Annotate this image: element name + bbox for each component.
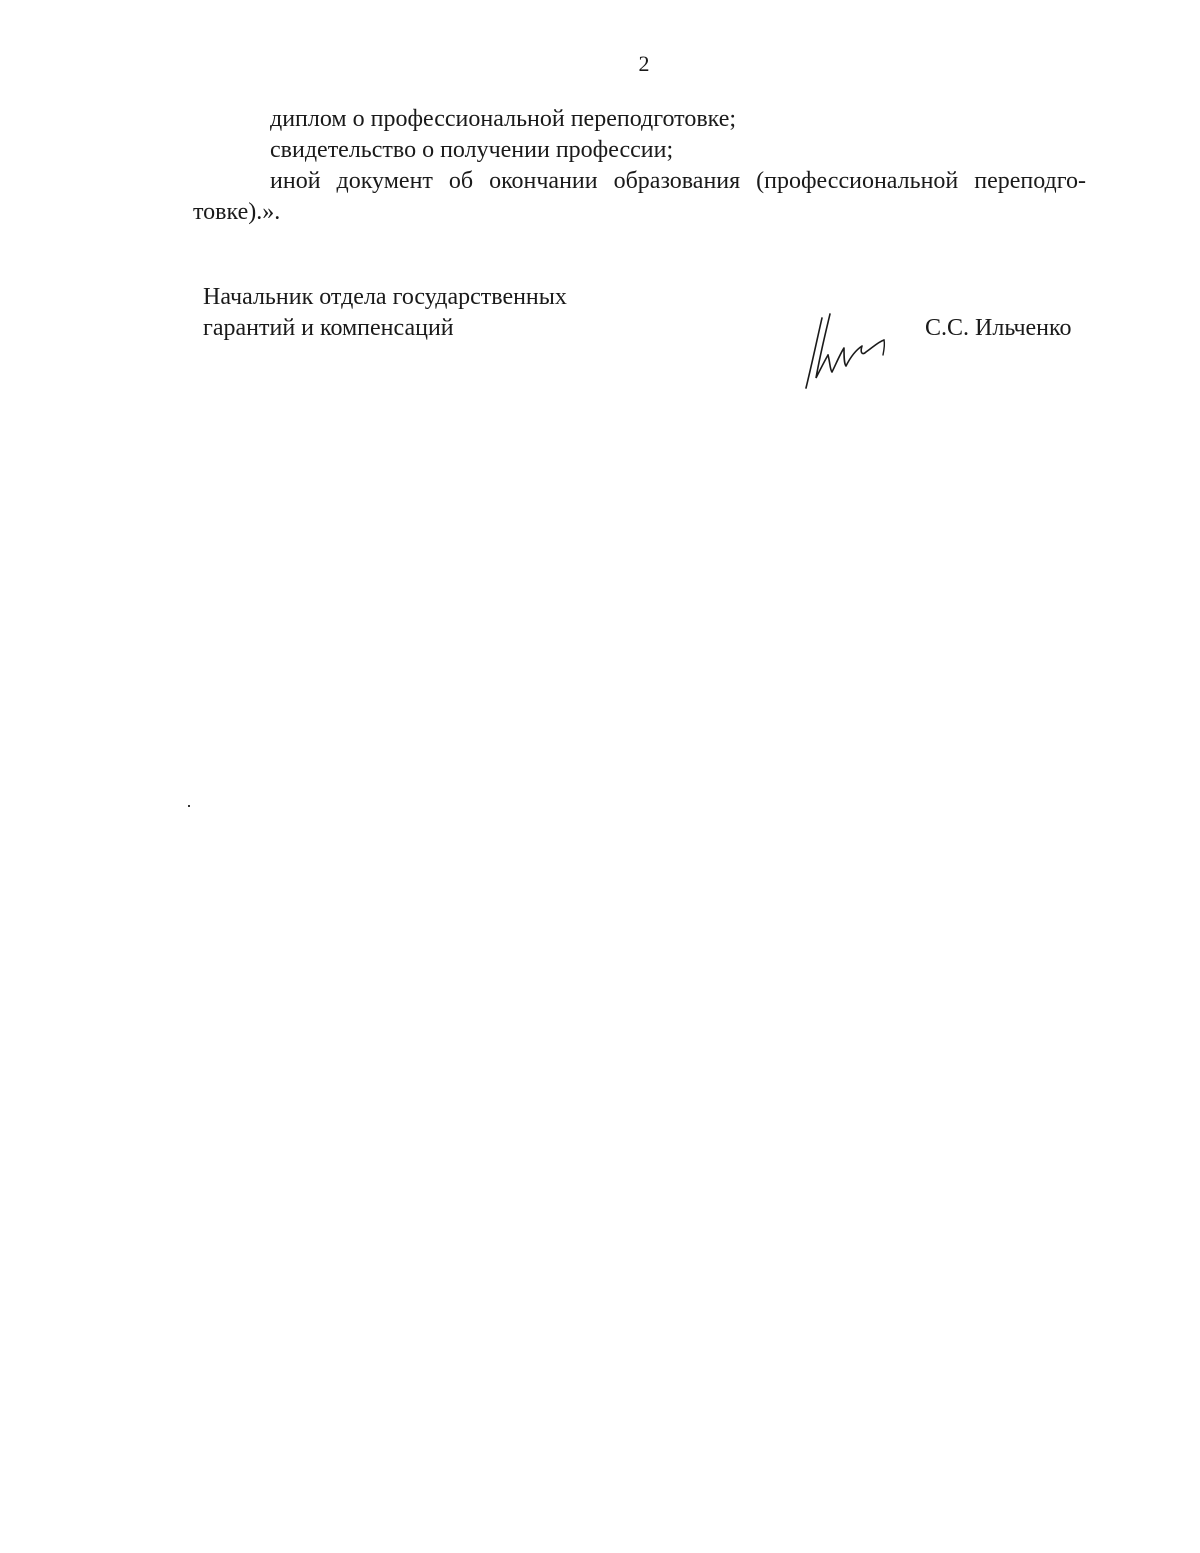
signer-name: С.С. Ильченко: [925, 315, 1072, 341]
handwritten-signature: [800, 300, 895, 395]
document-body: [193, 104, 1086, 228]
paragraph-diploma: диплом о профессиональной переподготовке;: [270, 106, 737, 132]
signatory-position: [203, 282, 567, 344]
paragraph-certificate: свидетельство о получении профессии;: [270, 137, 674, 163]
position-line-1: Начальник отдела государственных: [203, 284, 567, 310]
scan-artifact-dot: [188, 805, 190, 807]
paragraph-other-document: иной документ об окончании образования (профессиональной переподго-товке).».: [193, 168, 1086, 225]
position-line-2: гарантий и компенсаций: [203, 315, 454, 341]
page-number: 2: [638, 51, 650, 76]
